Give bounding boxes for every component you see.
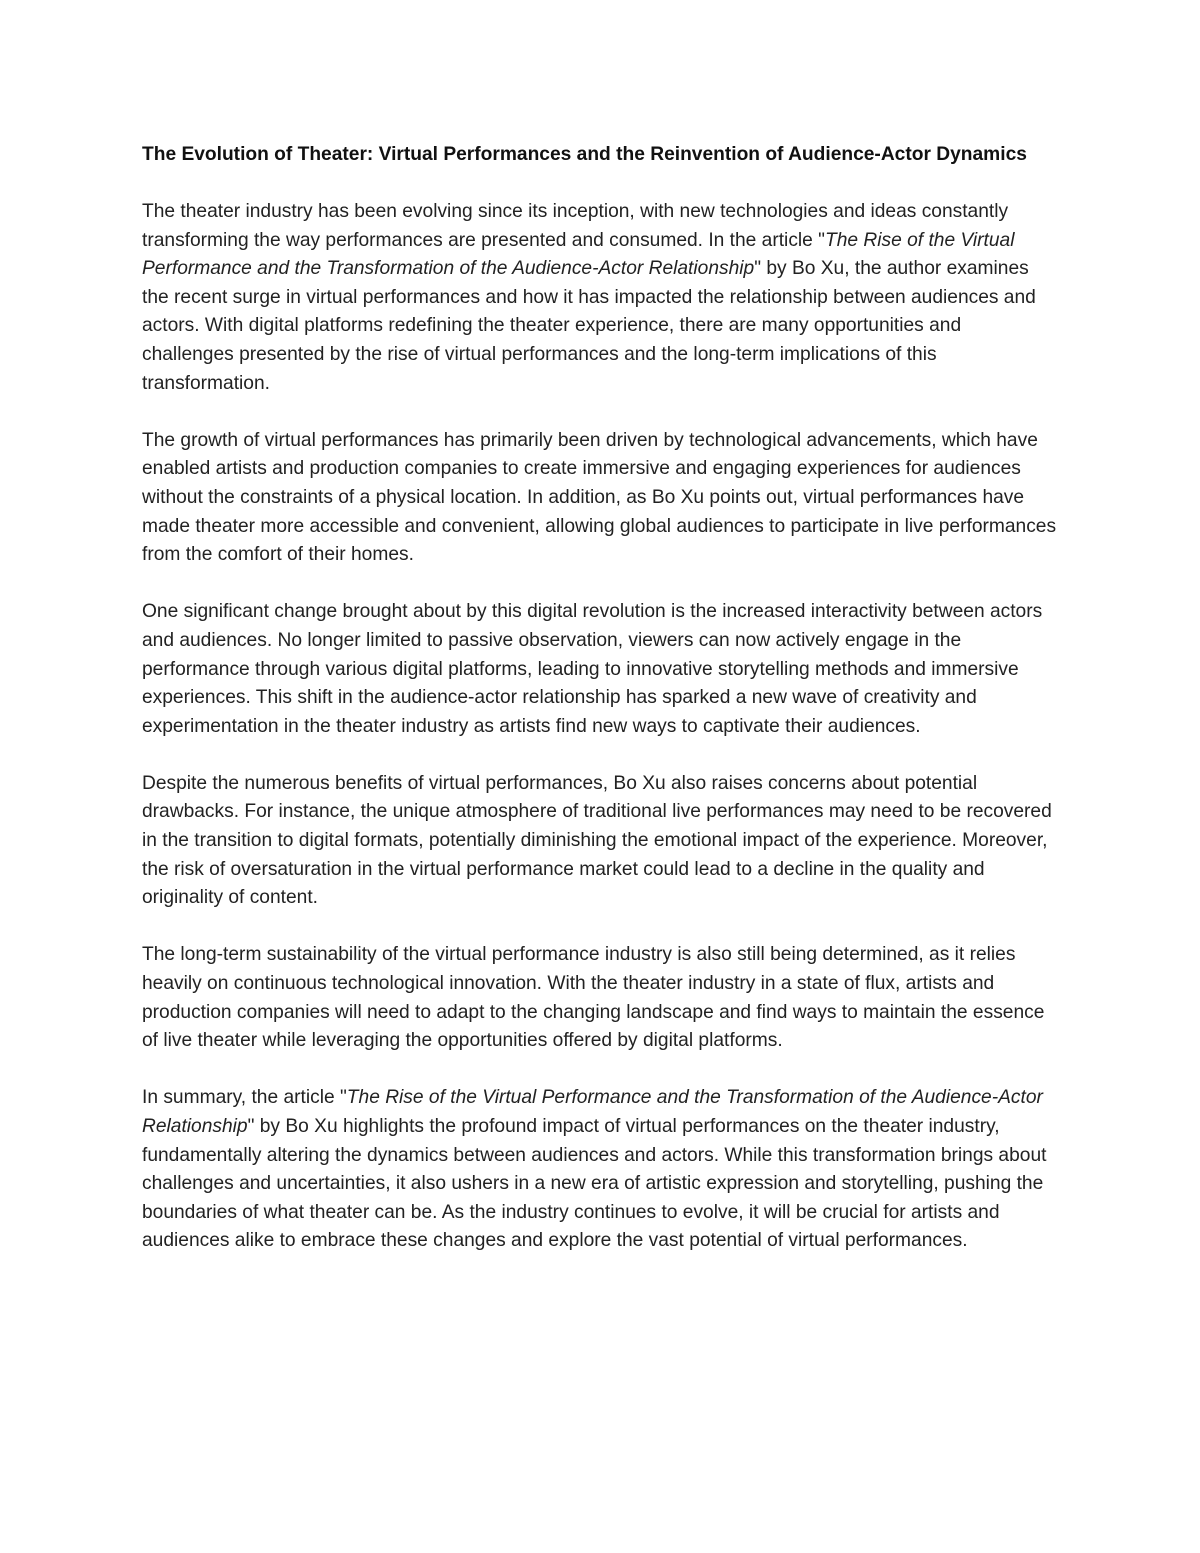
article-title-citation-summary: The Rise of the Virtual Performance and the Transformation of the Audience-Actor Relationship <box>142 1087 1043 1137</box>
paragraph-intro-part-2: " by Bo Xu, the author examines the recent surge in virtual performances and how it has impacted the relationship between audiences and actors. With digital platforms redefining the theater experience, there are many opportunities and challenges presented by the rise of virtual performances and the long-term implications of this transformation. <box>142 258 1036 394</box>
paragraph-summary-part-2: " by Bo Xu highlights the profound impact of virtual performances on the theater industry, fundamentally altering the dynamics between audiences and actors. While this transformation brings about challenges and uncertainties, it also ushers in a new era of artistic expression and storytelling, pushing the boundaries of what theater can be. As the industry continues to evolve, it will be crucial for artists and audiences alike to embrace these changes and explore the vast potential of virtual performances. <box>142 1116 1047 1252</box>
paragraph-intro <box>142 198 1057 398</box>
document-page <box>142 140 1057 1285</box>
paragraph-summary <box>142 1084 1057 1256</box>
paragraph-summary-part-1: In summary, the article " <box>142 1087 347 1109</box>
paragraph-growth: The growth of virtual performances has primarily been driven by technological advancements, which have enabled artists and production companies to create immersive and engaging experiences for audiences without the constraints of a physical location. In addition, as Bo Xu points out, virtual performances have made theater more accessible and convenient, allowing global audiences to participate in live performances from the comfort of their homes. <box>142 429 1057 566</box>
paragraph-intro-part-1: The theater industry has been evolving since its inception, with new technologies and ideas constantly transforming the way performances are presented and consumed. In the article " <box>142 201 1009 251</box>
paragraph-drawbacks: Despite the numerous benefits of virtual performances, Bo Xu also raises concerns about potential drawbacks. For instance, the unique atmosphere of traditional live performances may need to be recovered in the transition to digital formats, potentially diminishing the emotional impact of the experience. Moreover, the risk of oversaturation in the virtual performance market could lead to a decline in the quality and originality of content. <box>142 772 1052 909</box>
paragraph-sustainability: The long-term sustainability of the virtual performance industry is also still being determined, as it relies heavily on continuous technological innovation. With the theater industry in a state of flux, artists and production companies will need to adapt to the changing landscape and find ways to maintain the essence of live theater while leveraging the opportunities offered by digital platforms. <box>142 944 1045 1052</box>
document-title: The Evolution of Theater: Virtual Performances and the Reinvention of Audience-Actor Dynamics <box>142 144 1027 165</box>
article-title-citation: The Rise of the Virtual Performance and the Transformation of the Audience-Actor Relationship <box>142 229 1015 280</box>
paragraph-interactivity: One significant change brought about by this digital revolution is the increased interactivity between actors and audiences. No longer limited to passive observation, viewers can now actively engage in the performance through various digital platforms, leading to innovative storytelling methods and immersive experiences. This shift in the audience-actor relationship has sparked a new wave of creativity and experimentation in the theater industry as artists find new ways to captivate their audiences. <box>142 601 1043 737</box>
